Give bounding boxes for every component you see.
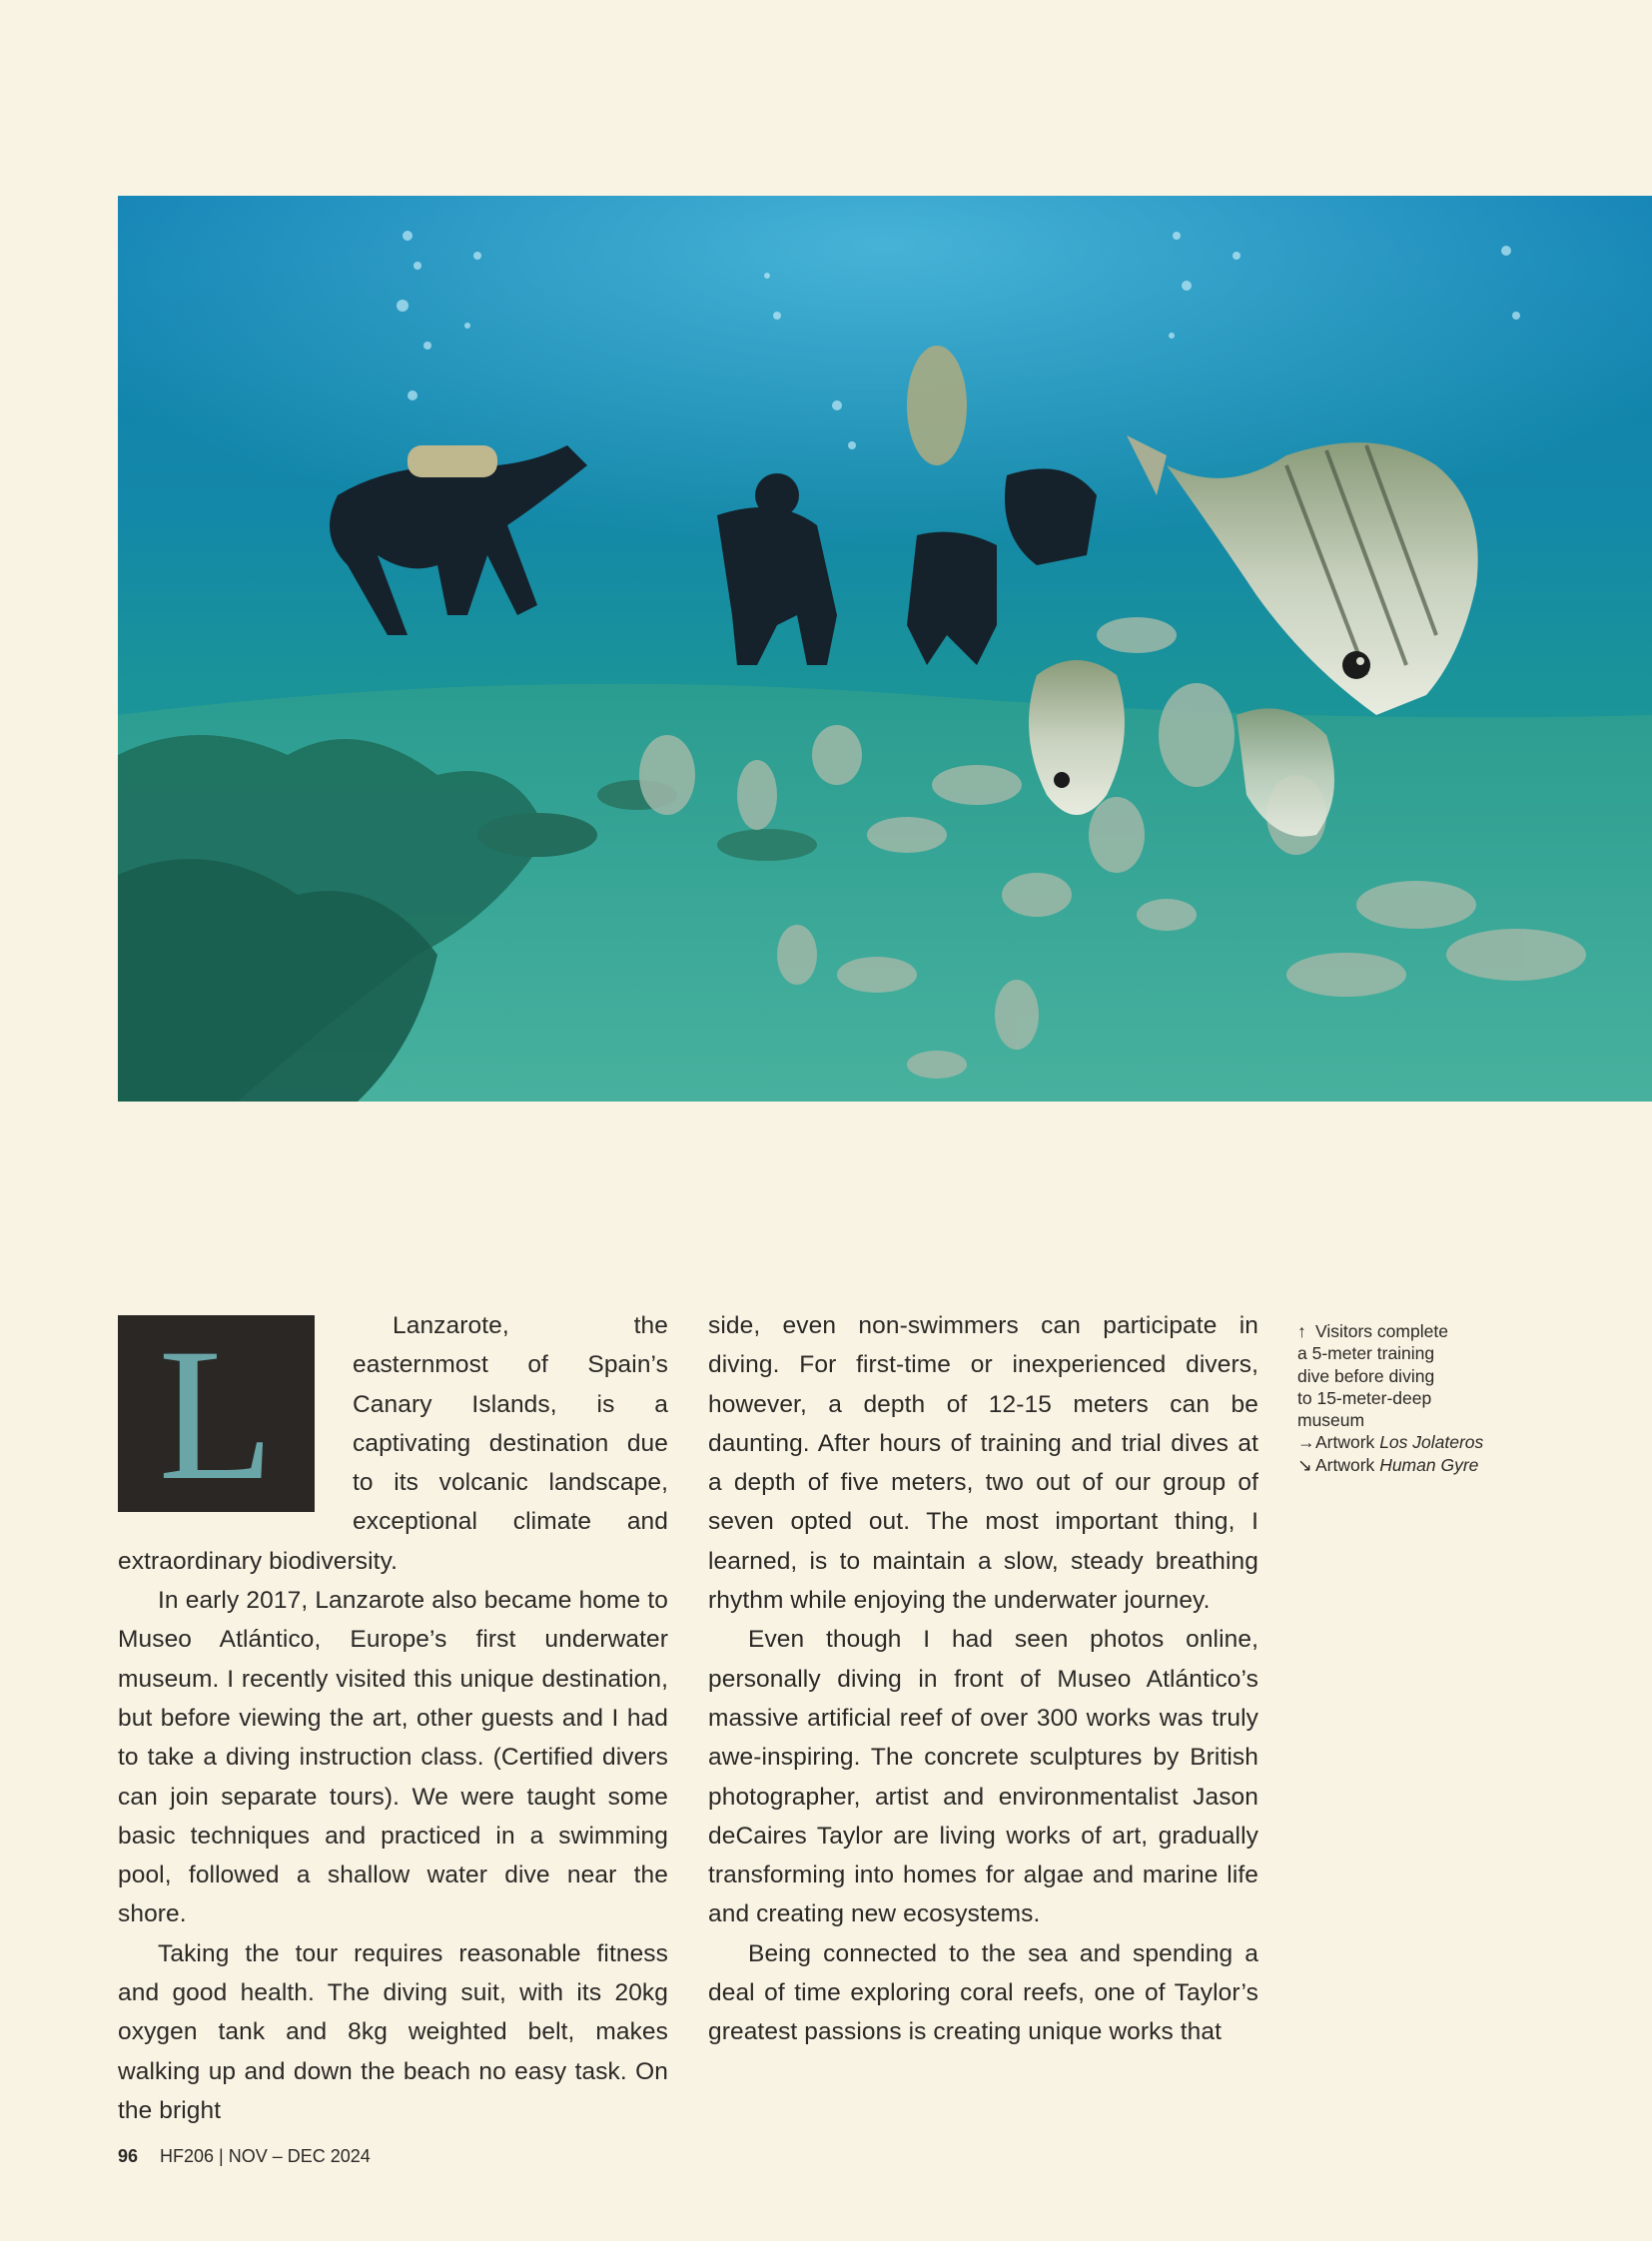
page-footer <box>118 2145 371 2167</box>
body-paragraph: Being connected to the sea and spending a deal of time exploring coral reefs, one of Taylor’s greatest passions is creating unique works that <box>708 1939 1258 2046</box>
arrow-down-right-icon: ↘ <box>1297 1454 1312 1475</box>
caption-artwork-1: →Artwork Los Jolateros <box>1297 1432 1484 1453</box>
arrow-up-icon: ↑ <box>1297 1321 1306 1341</box>
dropcap-letter: L <box>158 1310 275 1520</box>
artwork-name: Los Jolateros <box>1379 1432 1484 1453</box>
caption-line: a 5-meter training <box>1297 1343 1435 1364</box>
body-paragraph: In early 2017, Lanzarote also became home to Museo Atlántico, Europe’s first underwater museum. I recently visited this unique destination, but before viewing the art, other guests and I had to take a diving instruction class. (Certified divers can join separate tours). We were taught some basic techniques and practiced in a swimming pool, followed a shallow water dive near the shore. <box>118 1587 668 1928</box>
body-paragraph-continued: side, even non-swimmers can participate in diving. For first-time or inexperienced divers, however, a depth of 12-15 meters can be daunting. After hours of training and trial dives at a depth of five meters, two out of our group of seven opted out. The most important thing, I learned, is to maintain a slow, steady breathing rhythm while enjoying the underwater journey. <box>708 1312 1258 1615</box>
article-column-left <box>118 1306 668 2130</box>
body-paragraph: Taking the tour requires reasonable fitness and good health. The diving suit, with its 20kg oxygen tank and 8kg weighted belt, makes walking up and down the beach no easy task. On the bright <box>118 1939 668 2124</box>
caption-line: ↑ Visitors complete <box>1297 1321 1448 1341</box>
photo-caption <box>1297 1320 1517 1476</box>
caption-line: to 15-meter-deep <box>1297 1387 1432 1408</box>
artwork-name: Human Gyre <box>1379 1454 1479 1475</box>
caption-line: dive before diving <box>1297 1365 1435 1386</box>
article-column-right <box>708 1306 1258 2052</box>
lead-paragraph: Lanzarote, the easternmost of Spain’s Canary Islands, is a captivating destination due to its volcanic landscape, exceptional climate and extraordinary biodiversity. <box>118 1312 668 1575</box>
caption-line: museum <box>1297 1410 1365 1431</box>
caption-artwork-2: ↘ Artwork Human Gyre <box>1297 1454 1479 1475</box>
dropcap-box <box>118 1310 315 1520</box>
issue-info: HF206 | NOV – DEC 2024 <box>160 2146 371 2166</box>
hero-photo <box>118 196 1652 1102</box>
page-number: 96 <box>118 2146 139 2166</box>
arrow-right-icon: → <box>1297 1432 1315 1453</box>
underwater-scene <box>118 196 1652 1102</box>
body-paragraph: Even though I had seen photos online, personally diving in front of Museo Atlántico’s massive artificial reef of over 300 works was truly awe-inspiring. The concrete sculptures by British photographer, artist and environmentalist Jason deCaires Taylor are living works of art, gradually transforming into homes for algae and marine life and creating new ecosystems. <box>708 1626 1258 1928</box>
